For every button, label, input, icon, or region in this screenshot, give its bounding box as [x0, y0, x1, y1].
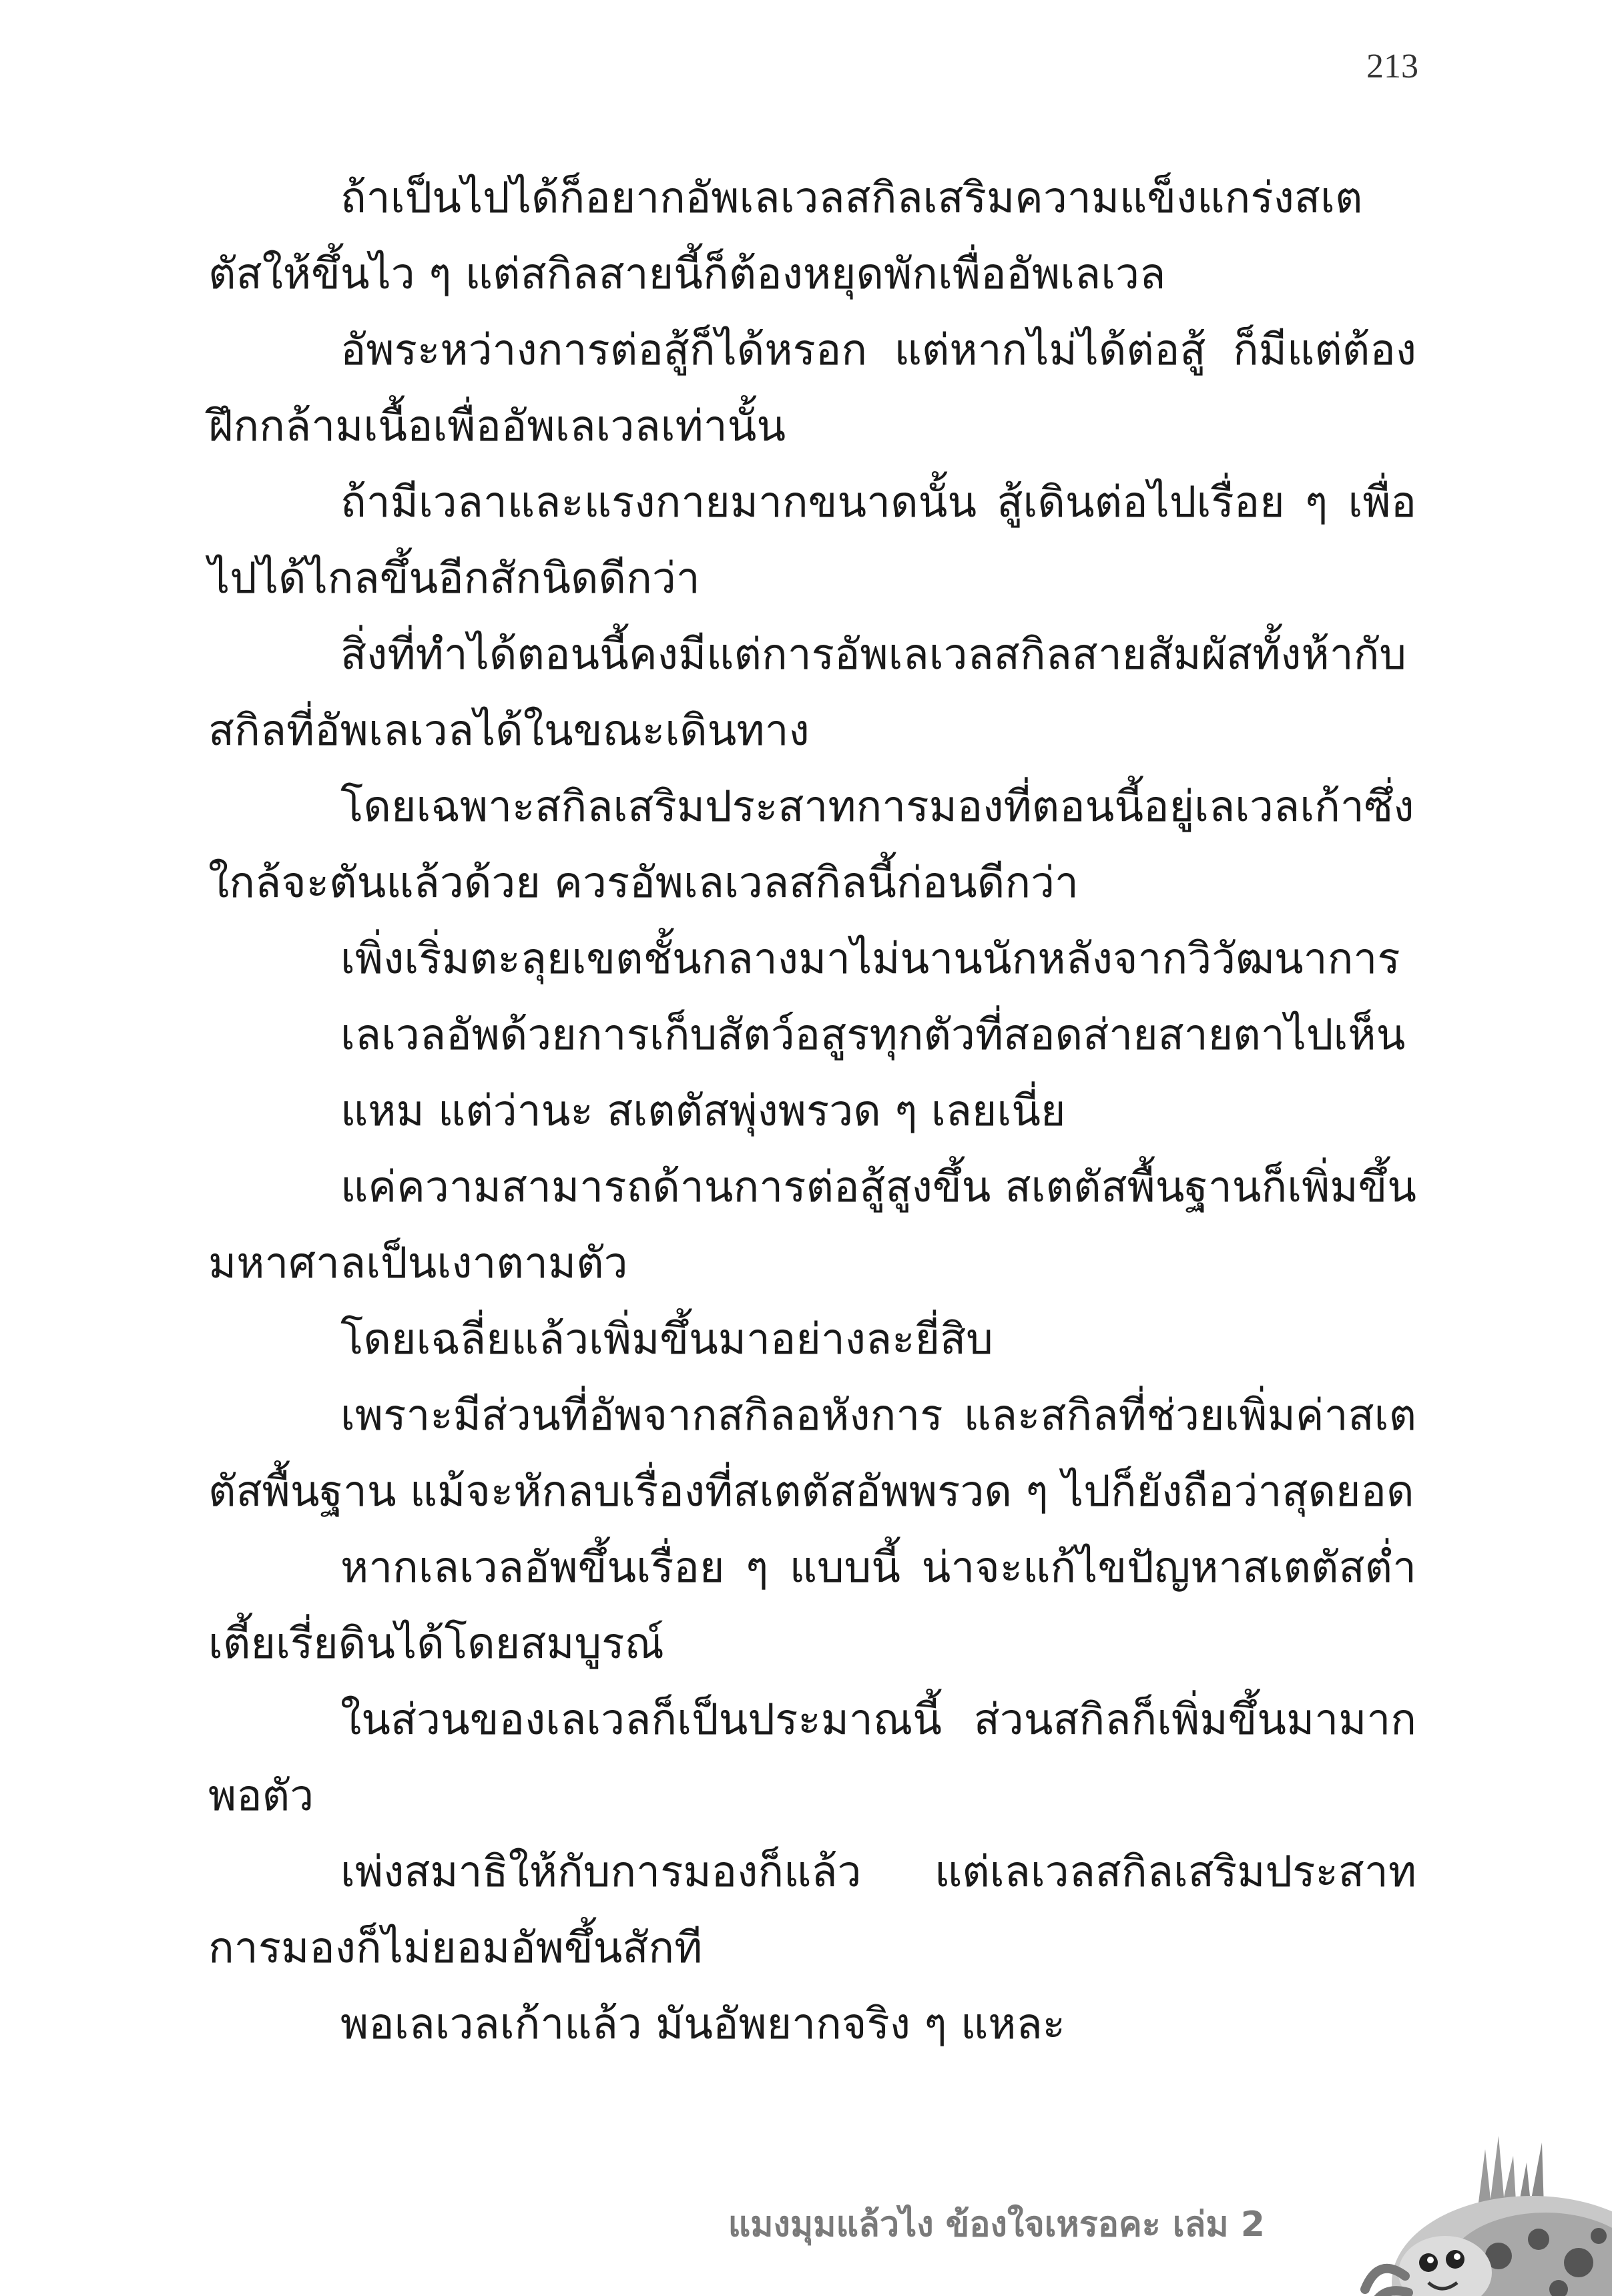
paragraph: ถ้าเป็นไปได้ก็อยากอัพเลเวลสกิลเสริมความแข็งแกร่งสเตตัสให้ขึ้นไว ๆ แต่สกิลสายนี้ก็ต้องหยุดพักเพื่ออัพเลเวล [208, 174, 1363, 299]
spider-mascot-icon [1278, 2122, 1612, 2296]
paragraph: หากเลเวลอัพขึ้นเรื่อย ๆ แบบนี้ น่าจะแก้ไขปัญหาสเตตัสต่ำเตี้ยเรี่ยดินได้โดยสมบูรณ์ [208, 1543, 1416, 1669]
paragraph: เพราะมีส่วนที่อัพจากสกิลอหังการ และสกิลที่ช่วยเพิ่มค่าสเตตัสพื้นฐาน แม้จะหักลบเรื่องที่สเตตัสอัพพรวด ๆ ไปก็ยังถือว่าสุดยอด [208, 1391, 1416, 1516]
page-footer [0, 2122, 1612, 2296]
paragraph: แค่ความสามารถด้านการต่อสู้สูงขึ้น สเตตัสพื้นฐานก็เพิ่มขึ้นมหาศาลเป็นเงาตามตัว [208, 1163, 1416, 1288]
text-body [208, 160, 1416, 2062]
paragraph: เพ่งสมาธิให้กับการมองก็แล้ว แต่เลเวลสกิลเสริมประสาทการมองก็ไม่ยอมอัพขึ้นสักที [208, 1847, 1416, 1973]
paragraph: ในส่วนของเลเวลก็เป็นประมาณนี้ ส่วนสกิลก็เพิ่มขึ้นมามากพอตัว [208, 1695, 1416, 1821]
page-number: 213 [1366, 47, 1418, 85]
book-title: แมงมุมแล้วไง ข้องใจเหรอคะ เล่ม 2 [728, 2205, 1265, 2245]
paragraph: โดยเฉลี่ยแล้วเพิ่มขึ้นมาอย่างละยี่สิบ [340, 1315, 993, 1364]
paragraph: พอเลเวลเก้าแล้ว มันอัพยากจริง ๆ แหละ [340, 2000, 1066, 2049]
paragraph: เพิ่งเริ่มตะลุยเขตชั้นกลางมาไม่นานนักหลังจากวิวัฒนาการ [340, 934, 1400, 984]
paragraph: แหม แต่ว่านะ สเตตัสพุ่งพรวด ๆ เลยเนี่ย [340, 1087, 1066, 1136]
paragraph: สิ่งที่ทำได้ตอนนี้คงมีแต่การอัพเลเวลสกิลสายสัมผัสทั้งห้ากับสกิลที่อัพเลเวลได้ในขณะเดินทาง [208, 630, 1407, 756]
paragraph: เลเวลอัพด้วยการเก็บสัตว์อสูรทุกตัวที่สอดส่ายสายตาไปเห็น [340, 1011, 1406, 1060]
paragraph: โดยเฉพาะสกิลเสริมประสาทการมองที่ตอนนี้อยู่เลเวลเก้าซึ่งใกล้จะตันแล้วด้วย ควรอัพเลเวลสกิลนี้ก่อนดีกว่า [208, 782, 1414, 908]
paragraph: ถ้ามีเวลาและแรงกายมากขนาดนั้น สู้เดินต่อไปเรื่อย ๆ เพื่อไปได้ไกลขึ้นอีกสักนิดดีกว่า [208, 478, 1416, 603]
paragraph: อัพระหว่างการต่อสู้ก็ได้หรอก แต่หากไม่ได้ต่อสู้ ก็มีแต่ต้องฝึกกล้ามเนื้อเพื่ออัพเลเวลเท่านั้น [208, 326, 1416, 451]
